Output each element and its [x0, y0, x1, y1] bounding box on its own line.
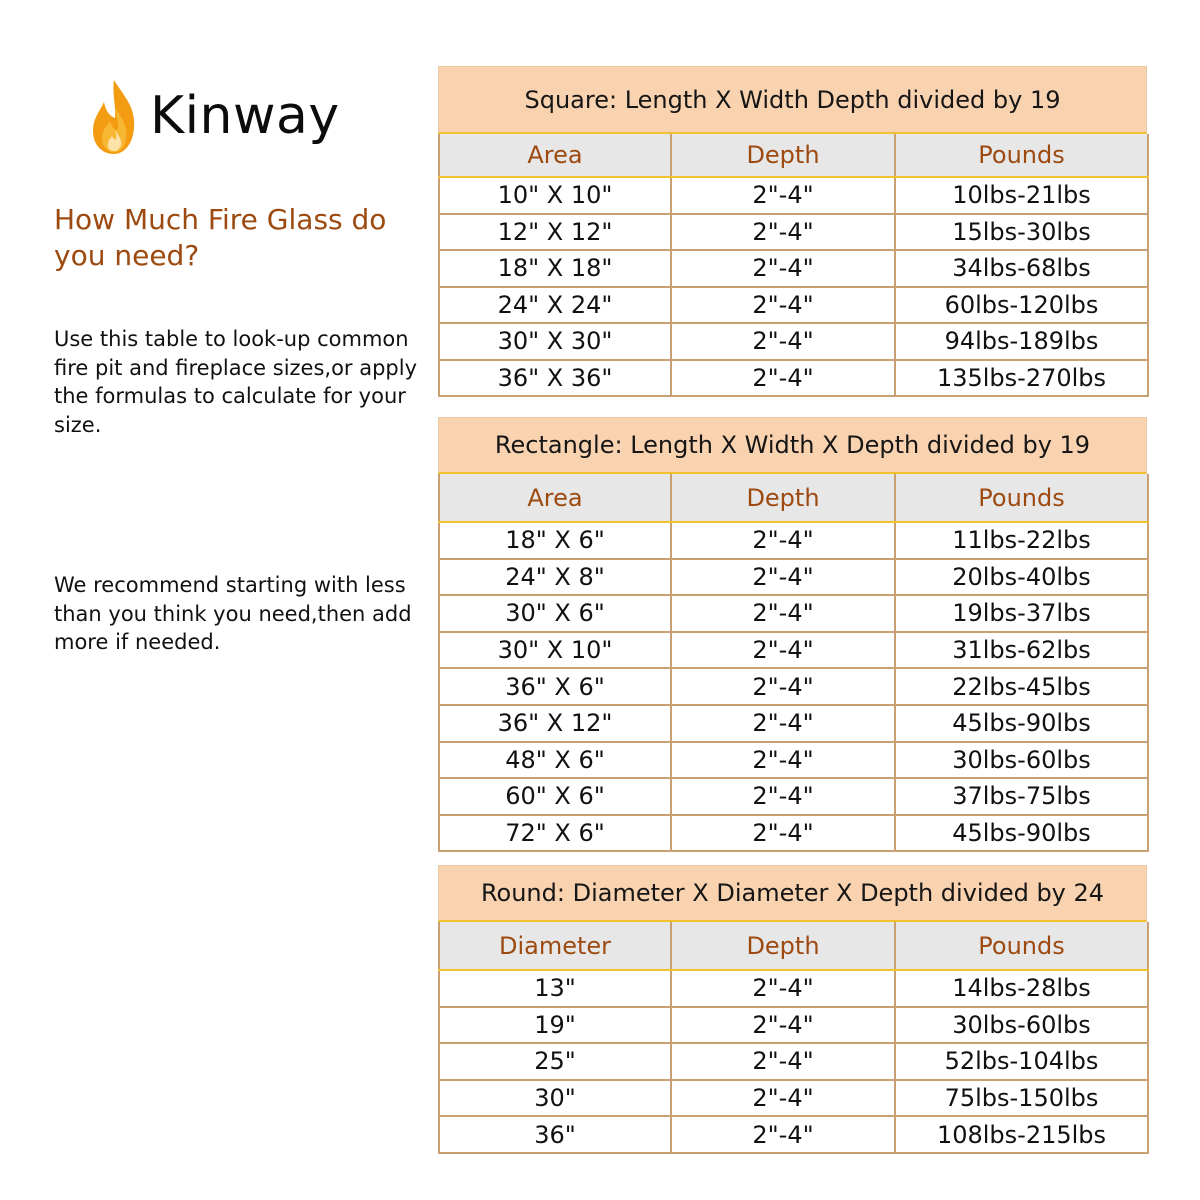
- table-cell: 108lbs-215lbs: [895, 1116, 1148, 1153]
- table-cell: 2"-4": [671, 287, 895, 324]
- column-header: Pounds: [895, 922, 1148, 970]
- rectangle-formula-title: Rectangle: Length X Width X Depth divided by 19: [438, 417, 1147, 474]
- table-row: [439, 742, 1148, 779]
- table-cell: 2"-4": [671, 632, 895, 669]
- table-row: [439, 1043, 1148, 1080]
- table-row: [439, 250, 1148, 287]
- intro-paragraph: Use this table to look-up common fire pit and fireplace sizes,or apply the formulas to calculate for your size.: [54, 327, 418, 437]
- flame-icon: [88, 78, 140, 156]
- table-cell: 60" X 6": [439, 778, 671, 815]
- brand-name: Kinway: [150, 86, 340, 146]
- table-row: [439, 287, 1148, 324]
- table-row: [439, 1007, 1148, 1044]
- table-row: [439, 214, 1148, 251]
- column-header: Depth: [671, 474, 895, 522]
- table-cell: 30" X 10": [439, 632, 671, 669]
- square-section: [438, 66, 1147, 397]
- rectangle-table: [438, 474, 1149, 852]
- table-cell: 20lbs-40lbs: [895, 559, 1148, 596]
- table-row: [439, 595, 1148, 632]
- table-cell: 24" X 24": [439, 287, 671, 324]
- table-cell: 2"-4": [671, 742, 895, 779]
- table-cell: 18" X 6": [439, 522, 671, 559]
- table-cell: 15lbs-30lbs: [895, 214, 1148, 251]
- table-cell: 34lbs-68lbs: [895, 250, 1148, 287]
- brand-logo: [88, 78, 388, 158]
- table-cell: 18" X 18": [439, 250, 671, 287]
- table-row: [439, 970, 1148, 1007]
- table-cell: 60lbs-120lbs: [895, 287, 1148, 324]
- table-row: [439, 360, 1148, 397]
- square-formula-title: Square: Length X Width Depth divided by 19: [438, 66, 1147, 134]
- table-cell: 30lbs-60lbs: [895, 1007, 1148, 1044]
- table-row: [439, 632, 1148, 669]
- table-cell: 2"-4": [671, 595, 895, 632]
- table-cell: 2"-4": [671, 323, 895, 360]
- table-cell: 2"-4": [671, 1116, 895, 1153]
- column-header: Pounds: [895, 134, 1148, 177]
- column-header: Area: [439, 474, 671, 522]
- table-cell: 36": [439, 1116, 671, 1153]
- column-header: Depth: [671, 134, 895, 177]
- table-cell: 10lbs-21lbs: [895, 177, 1148, 214]
- table-row: [439, 778, 1148, 815]
- page-title: How Much Fire Glass do you need?: [54, 203, 387, 272]
- table-cell: 2"-4": [671, 705, 895, 742]
- table-cell: 2"-4": [671, 1007, 895, 1044]
- table-row: [439, 1080, 1148, 1117]
- table-cell: 75lbs-150lbs: [895, 1080, 1148, 1117]
- table-cell: 30lbs-60lbs: [895, 742, 1148, 779]
- table-cell: 14lbs-28lbs: [895, 970, 1148, 1007]
- table-cell: 72" X 6": [439, 815, 671, 852]
- table-cell: 94lbs-189lbs: [895, 323, 1148, 360]
- column-header: Diameter: [439, 922, 671, 970]
- table-cell: 30" X 6": [439, 595, 671, 632]
- table-cell: 2"-4": [671, 559, 895, 596]
- table-cell: 2"-4": [671, 522, 895, 559]
- table-cell: 25": [439, 1043, 671, 1080]
- round-formula-title: Round: Diameter X Diameter X Depth divided by 24: [438, 865, 1147, 922]
- table-row: [439, 1116, 1148, 1153]
- table-cell: 36" X 36": [439, 360, 671, 397]
- table-cell: 30": [439, 1080, 671, 1117]
- table-cell: 36" X 6": [439, 668, 671, 705]
- table-cell: 45lbs-90lbs: [895, 815, 1148, 852]
- table-cell: 19": [439, 1007, 671, 1044]
- table-cell: 135lbs-270lbs: [895, 360, 1148, 397]
- table-cell: 2"-4": [671, 360, 895, 397]
- square-table: [438, 134, 1149, 397]
- table-header-row: [439, 134, 1148, 177]
- table-cell: 2"-4": [671, 1080, 895, 1117]
- table-row: [439, 522, 1148, 559]
- table-cell: 2"-4": [671, 1043, 895, 1080]
- round-table: [438, 922, 1149, 1154]
- table-row: [439, 705, 1148, 742]
- table-row: [439, 668, 1148, 705]
- table-cell: 2"-4": [671, 970, 895, 1007]
- table-row: [439, 559, 1148, 596]
- table-row: [439, 815, 1148, 852]
- table-cell: 45lbs-90lbs: [895, 705, 1148, 742]
- recommendation-paragraph: We recommend starting with less than you think you need,then add more if needed.: [54, 573, 412, 654]
- table-header-row: [439, 922, 1148, 970]
- table-cell: 2"-4": [671, 250, 895, 287]
- table-cell: 36" X 12": [439, 705, 671, 742]
- table-cell: 10" X 10": [439, 177, 671, 214]
- round-section: [438, 865, 1147, 1154]
- table-cell: 2"-4": [671, 815, 895, 852]
- table-cell: 2"-4": [671, 214, 895, 251]
- column-header: Pounds: [895, 474, 1148, 522]
- table-cell: 52lbs-104lbs: [895, 1043, 1148, 1080]
- table-cell: 22lbs-45lbs: [895, 668, 1148, 705]
- rectangle-section: [438, 417, 1147, 852]
- table-cell: 37lbs-75lbs: [895, 778, 1148, 815]
- table-row: [439, 323, 1148, 360]
- table-cell: 2"-4": [671, 668, 895, 705]
- table-cell: 2"-4": [671, 177, 895, 214]
- table-header-row: [439, 474, 1148, 522]
- table-cell: 24" X 8": [439, 559, 671, 596]
- table-cell: 31lbs-62lbs: [895, 632, 1148, 669]
- table-cell: 2"-4": [671, 778, 895, 815]
- table-cell: 11lbs-22lbs: [895, 522, 1148, 559]
- table-cell: 12" X 12": [439, 214, 671, 251]
- table-cell: 30" X 30": [439, 323, 671, 360]
- column-header: Area: [439, 134, 671, 177]
- table-row: [439, 177, 1148, 214]
- table-cell: 48" X 6": [439, 742, 671, 779]
- table-cell: 13": [439, 970, 671, 1007]
- column-header: Depth: [671, 922, 895, 970]
- table-cell: 19lbs-37lbs: [895, 595, 1148, 632]
